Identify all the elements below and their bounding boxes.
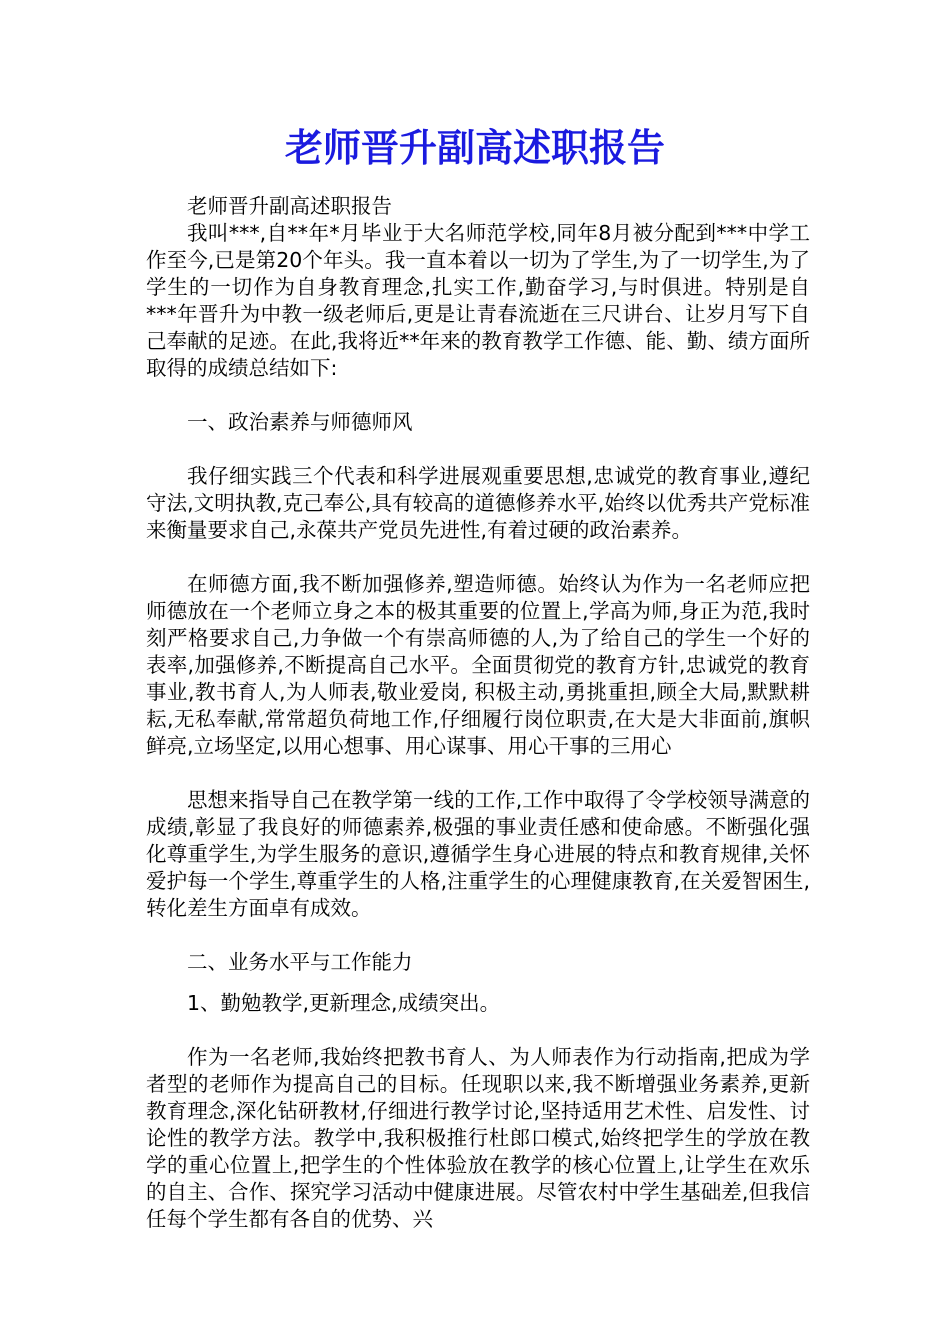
intro-paragraph: 我叫***,自**年*月毕业于大名师范学校,同年8月被分配到***中学工作至今,已是第20个年头。我一直本着以一切为了学生,为了一切学生,为了学生的一切作为自身教育理念,扎实工作,勤奋学习,与时俱进。特别是自***年晋升为中教一级老师后,更是让青春流逝在三尺讲台、让岁月写下自己奉献的足迹。在此,我将近**年来的教育教学工作德、能、勤、绩方面所取得的成绩总结如下: bbox=[146, 221, 810, 380]
subsection-heading-teaching: 1、勤勉教学,更新理念,成绩突出。 bbox=[187, 991, 501, 1015]
section-heading-politics: 一、政治素养与师德师风 bbox=[187, 410, 413, 434]
ethics-continued-paragraph: 思想来指导自己在教学第一线的工作,工作中取得了令学校领导满意的成绩,彰显了我良好的师德素养,极强的事业责任感和使命感。不断强化强化尊重学生,为学生服务的意识,遵循学生身心进展的特点和教育规律,关怀爱护每一个学生,尊重学生的人格,注重学生的心理健康教育,在关爱智困生,转化差生方面卓有成效。 bbox=[146, 788, 810, 920]
document-title: 老师晋升副高述职报告 bbox=[284, 125, 665, 170]
ethics-paragraph: 在师德方面,我不断加强修养,塑造师德。始终认为作为一名老师应把师德放在一个老师立身之本的极其重要的位置上,学高为师,身正为范,我时刻严格要求自己,力争做一个有崇高师德的人,为了给自己的学生一个好的表率,加强修养,不断提高自己水平。全面贯彻党的教育方针,忠诚党的教育事业,教书育人,为人师表,敬业爱岗, 积极主动,勇挑重担,顾全大局,默默耕耘,无私奉献,常常超负荷地工作,仔细履行岗位职责,在大是大非面前,旗帜鲜亮,立场坚定,以用心想事、用心谋事、用心干事的三用心 bbox=[146, 572, 810, 758]
politics-paragraph: 我仔细实践三个代表和科学进展观重要思想,忠诚党的教育事业,遵纪守法,文明执教,克己奉公,具有较高的道德修养水平,始终以优秀共产党标准来衡量要求自己,永葆共产党员先进性,有着过硬的政治素养。 bbox=[146, 464, 810, 542]
teaching-paragraph: 作为一名老师,我始终把教书育人、为人师表作为行动指南,把成为学者型的老师作为提高自己的目标。任现职以来,我不断增强业务素养,更新教育理念,深化钻研教材,仔细进行教学讨论,坚持适用艺术性、启发性、讨论性的教学方法。教学中,我积极推行杜郎口模式,始终把学生的学放在教学的重心位置上,把学生的个性体验放在教学的核心位置上,让学生在欢乐的自主、合作、探究学习活动中健康进展。尽管农村中学生基础差,但我信任每个学生都有各自的优势、兴 bbox=[146, 1045, 810, 1231]
document-body bbox=[146, 193, 810, 1233]
subtitle-paragraph: 老师晋升副高述职报告 bbox=[187, 194, 392, 218]
section-heading-ability: 二、业务水平与工作能力 bbox=[187, 950, 413, 974]
